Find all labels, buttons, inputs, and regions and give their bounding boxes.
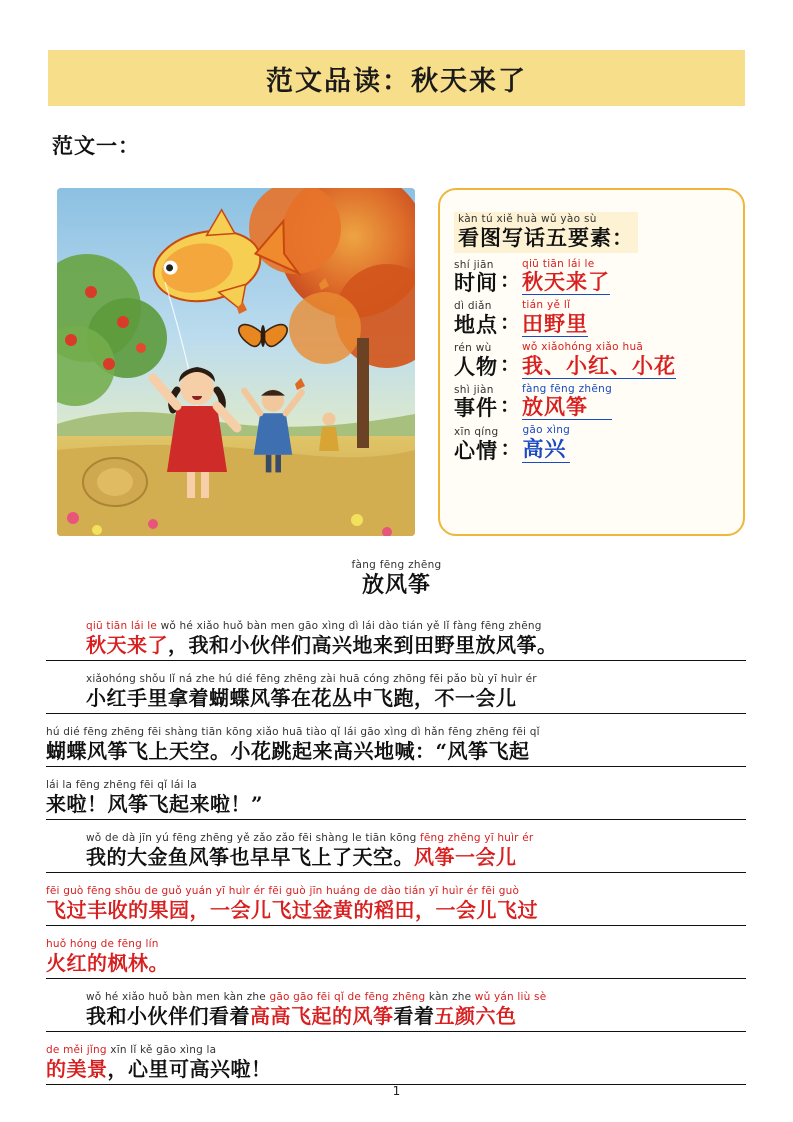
text-segment: 风筝一会儿: [414, 845, 517, 869]
text-segment: 秋天来了: [86, 633, 168, 657]
text-segment: ，我和小伙伴们高兴地来到田野里放风筝。: [168, 633, 558, 657]
essay-line-text: [46, 844, 746, 870]
essay-line-pinyin: [46, 726, 746, 738]
page-title: 范文品读：秋天来了: [266, 65, 527, 97]
title-banner: [48, 50, 745, 106]
text-segment: 飞过丰收的果园，一会儿飞过金黄的稻田，一会儿飞过: [46, 898, 538, 922]
essay-line-text: [46, 897, 746, 923]
text-segment: 来啦！风筝飞起来啦！”: [46, 792, 264, 816]
essay-line-pinyin: [46, 779, 746, 791]
essay-line-pinyin: [46, 991, 746, 1003]
row-people-colon: ：: [500, 351, 520, 376]
essay-line: [46, 714, 746, 767]
pinyin-segment: hú dié fēng zhēng fēi shàng tiān kōng xiǎo huā tiào qǐ lái gāo xìng dì hǎn fēng zhēng fēi qǐ: [46, 725, 540, 738]
row-place-label-pinyin: dì diǎn: [454, 300, 492, 313]
card-heading-pinyin: kàn tú xiě huà wǔ yào sù: [458, 213, 597, 225]
row-event-value-pinyin: fàng fēng zhēng: [522, 382, 613, 395]
row-mood-value-pinyin: gāo xìng: [522, 424, 571, 437]
card-row-mood: [454, 425, 729, 463]
essay-line-text: [46, 1056, 746, 1082]
essay-title-pinyin: fàng fēng zhēng: [351, 559, 442, 571]
text-segment: 小红手里拿着蝴蝶风筝在花丛中飞跑，不一会儿: [86, 686, 517, 710]
essay-line: [46, 979, 746, 1032]
row-event-label: 事件: [454, 395, 498, 421]
pinyin-segment: lái la fēng zhēng fēi qǐ lái la: [46, 778, 197, 791]
essay-line-text: [46, 950, 746, 976]
essay-line-pinyin: [46, 885, 746, 897]
pinyin-segment: huǒ hóng de fēng lín: [46, 937, 159, 950]
row-time-label: 时间: [454, 270, 498, 296]
essay-line-text: [46, 738, 746, 764]
pinyin-segment: wǒ hé xiǎo huǒ bàn men gāo xìng dì lái dào tián yě lǐ fàng fēng zhēng: [157, 619, 542, 632]
card-row-event: [454, 384, 729, 421]
row-people-label: 人物: [454, 353, 498, 379]
essay-line-pinyin: [46, 673, 746, 685]
essay-line: [46, 661, 746, 714]
card-row-time: [454, 259, 729, 296]
essay-line: [46, 926, 746, 979]
text-segment: 蝴蝶风筝飞上天空。小花跳起来高兴地喊：“风筝飞起: [46, 739, 530, 763]
essay-line-pinyin: [46, 938, 746, 950]
essay-line-text: [46, 791, 746, 817]
row-event-value: 放风筝: [522, 395, 612, 420]
section-label: 范文一：: [52, 133, 140, 158]
pinyin-segment: de měi jǐng: [46, 1043, 107, 1056]
essay-line-text: [46, 632, 746, 658]
card-row-place: [454, 300, 729, 337]
row-event-colon: ：: [500, 393, 520, 418]
text-segment: ，心里可高兴啦！: [107, 1057, 272, 1081]
card-heading-text: 看图写话五要素：: [458, 224, 634, 250]
pinyin-segment: kàn zhe: [425, 990, 475, 1003]
essay-line: [46, 1032, 746, 1085]
essay-line-pinyin: [46, 620, 746, 632]
pinyin-segment: wǔ yán liù sè: [474, 990, 547, 1003]
pinyin-segment: gāo gāo fēi qǐ de fēng zhēng: [269, 990, 426, 1003]
row-event-label-pinyin: shì jiàn: [454, 383, 494, 396]
essay-line-text: [46, 685, 746, 711]
row-place-label: 地点: [454, 311, 498, 337]
text-segment: 火红的枫林。: [46, 951, 169, 975]
row-time-value: 秋天来了: [522, 269, 610, 295]
text-segment: 的美景: [46, 1057, 108, 1081]
row-time-label-pinyin: shí jiān: [454, 258, 494, 271]
essay-title: [0, 560, 793, 598]
pinyin-segment: fēng zhēng yī huìr ér: [419, 831, 534, 844]
essay-line-pinyin: [46, 1044, 746, 1056]
essay-body: [46, 608, 746, 1085]
text-segment: 我的大金鱼风筝也早早飞上了天空。: [86, 845, 414, 869]
text-segment: 高高飞起的风筝: [250, 1004, 394, 1028]
row-mood-label: 心情: [454, 437, 498, 463]
pinyin-segment: wǒ hé xiǎo huǒ bàn men kàn zhe: [86, 990, 270, 1003]
row-time-value-pinyin: qiū tiān lái le: [522, 257, 595, 270]
pinyin-segment: wǒ de dà jīn yú fēng zhēng yě zǎo zǎo fēi shàng le tiān kōng: [86, 831, 420, 844]
illustration: [57, 188, 415, 536]
essay-line-pinyin: [46, 832, 746, 844]
row-time-colon: ：: [500, 268, 520, 293]
illustration-image: [57, 188, 415, 536]
row-place-value-pinyin: tián yě lǐ: [522, 299, 571, 312]
row-people-value: 我、小红、小花: [522, 352, 676, 378]
essay-title-text: 放风筝: [361, 571, 431, 598]
pinyin-segment: xiǎohóng shǒu lǐ ná zhe hú dié fēng zhēng zài huā cóng zhōng fēi pǎo bù yī huìr ér: [86, 672, 537, 685]
card-row-people: [454, 342, 729, 379]
row-mood-colon: ：: [500, 436, 521, 461]
pinyin-segment: fēi guò fēng shōu de guǒ yuán yī huìr ér fēi guò jīn huáng de dào tián yī huìr ér fēi guò: [46, 884, 520, 897]
row-place-value: 田野里: [522, 310, 588, 336]
page-number: 1: [392, 1084, 401, 1098]
five-elements-card: [438, 188, 745, 536]
text-segment: 五颜六色: [434, 1004, 517, 1028]
essay-line: [46, 608, 746, 661]
text-segment: 我和小伙伴们看着: [86, 1004, 250, 1028]
pinyin-segment: qiū tiān lái le: [86, 619, 158, 632]
row-people-value-pinyin: wǒ xiǎohóng xiǎo huā: [522, 341, 644, 354]
row-place-colon: ：: [500, 310, 520, 335]
row-mood-value: 高兴: [522, 437, 570, 463]
card-heading: [454, 212, 638, 253]
essay-line-text: [46, 1003, 746, 1029]
text-segment: 看着: [393, 1004, 435, 1028]
row-mood-label-pinyin: xīn qíng: [454, 426, 499, 439]
essay-line: [46, 873, 746, 926]
essay-line: [46, 767, 746, 820]
essay-line: [46, 820, 746, 873]
pinyin-segment: xīn lǐ kě gāo xìng la: [106, 1043, 217, 1056]
row-people-label-pinyin: rén wù: [454, 342, 492, 355]
